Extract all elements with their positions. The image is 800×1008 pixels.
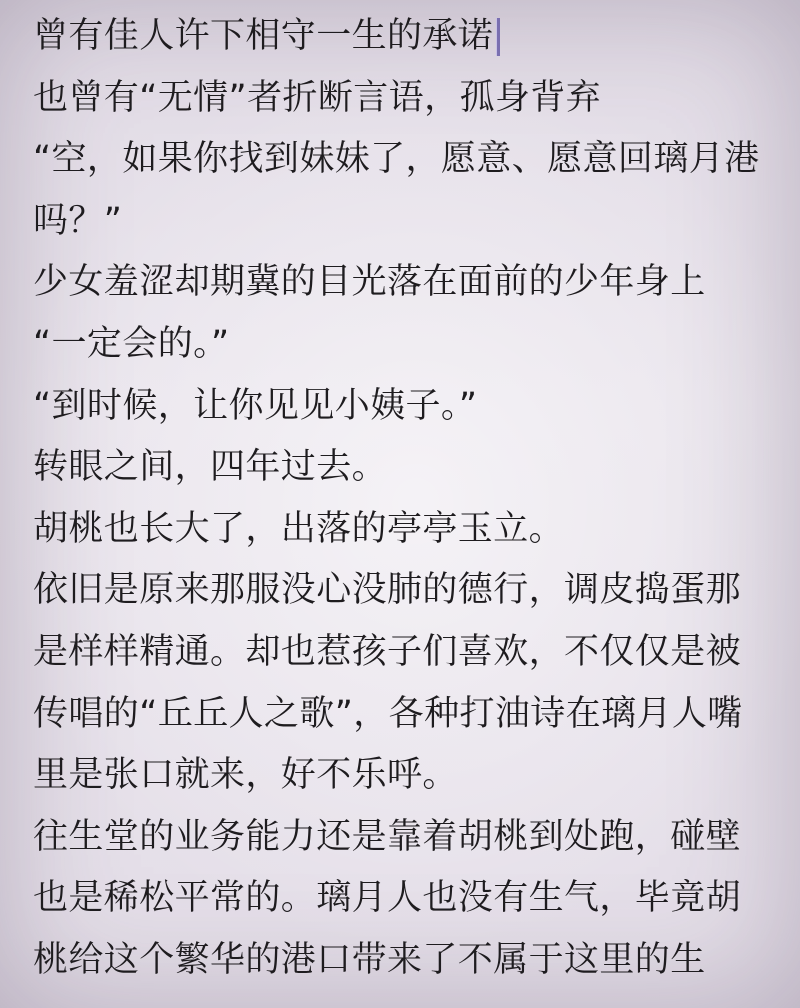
text-line-10: 依旧是原来那服没心没肺的德行，调皮捣蛋那 — [33, 570, 742, 611]
text-line-16: 桃给这个繁华的港口带来了不属于这里的生 — [33, 939, 706, 980]
text-line-7: “到时候，让你见见小姨子。” — [33, 385, 478, 426]
text-line-1-content: 曾有佳人许下相守一生的承诺 — [33, 16, 494, 56]
text-line-14: 往生堂的业务能力还是靠着胡桃到处跑，碰壁 — [33, 816, 742, 857]
text-line-2: 也曾有“无情”者折断言语，孤身背弃 — [33, 77, 602, 118]
text-line-15: 也是稀松平常的。璃月人也没有生气，毕竟胡 — [33, 878, 742, 919]
text-line-8: 转眼之间，四年过去。 — [33, 447, 388, 488]
text-line-13: 里是张口就来，好不乐呼。 — [33, 755, 458, 796]
text-line-3: “空，如果你找到妹妹了，愿意、愿意回璃月港 — [33, 139, 760, 180]
text-line-4: 吗？” — [33, 200, 123, 241]
text-line-12: 传唱的“丘丘人之歌”，各种打油诗在璃月人嘴 — [33, 693, 743, 734]
text-line-6: “一定会的。” — [33, 323, 230, 364]
text-cursor — [496, 18, 500, 56]
text-body — [33, 6, 783, 992]
text-line-5: 少女羞涩却期冀的目光落在面前的少年身上 — [33, 262, 706, 303]
text-line-9: 胡桃也长大了，出落的亭亭玉立。 — [33, 508, 565, 549]
text-line-11: 是样样精通。却也惹孩子们喜欢，不仅仅是被 — [33, 631, 742, 672]
text-line-1 — [33, 6, 783, 68]
